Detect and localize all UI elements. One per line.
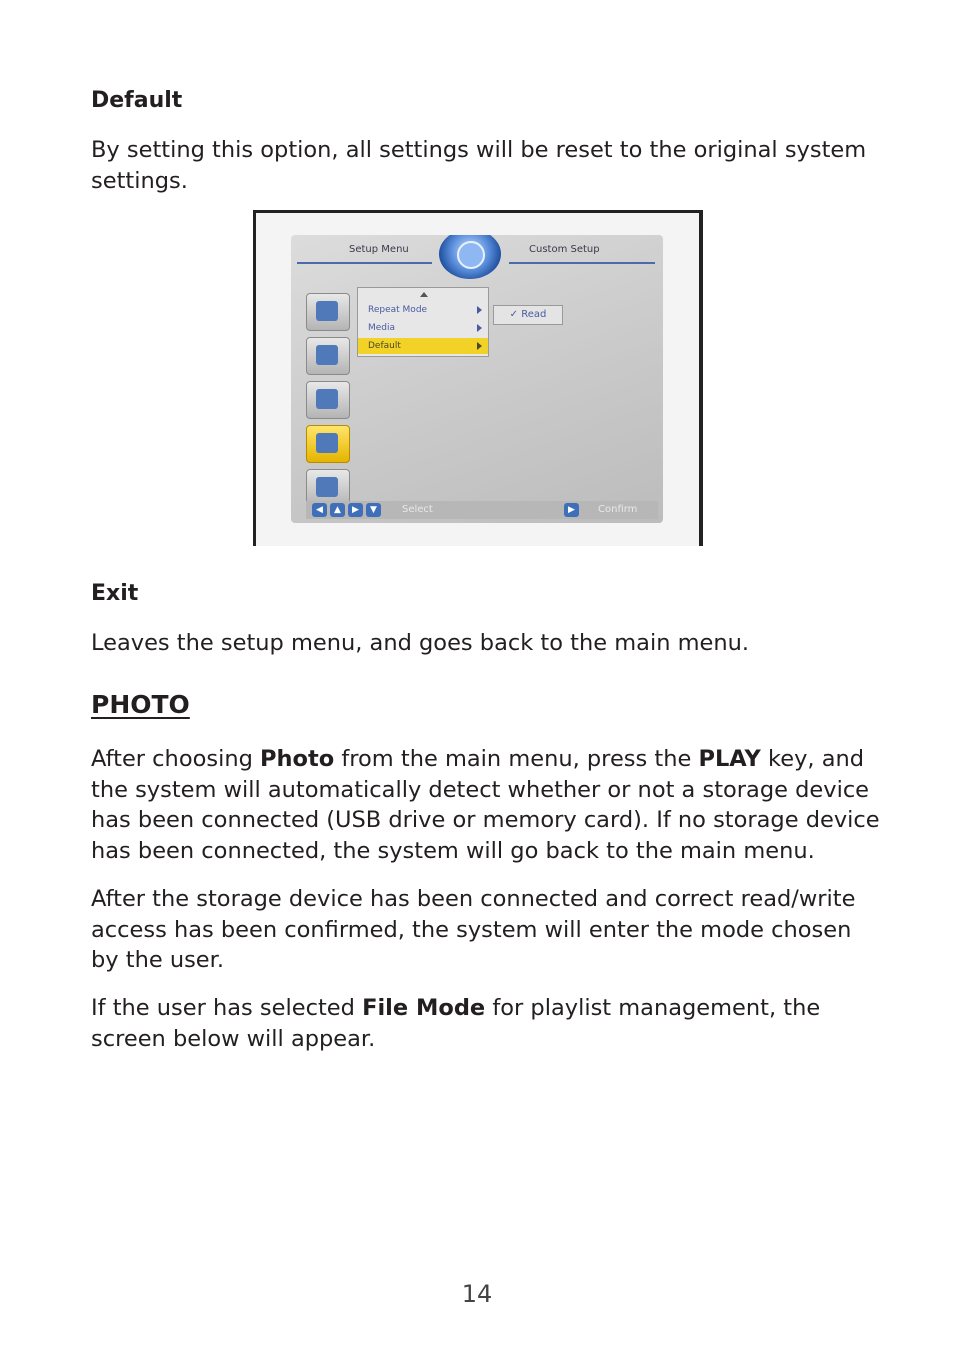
photo-keyword: Photo <box>260 746 335 772</box>
chevron-right-icon <box>477 342 482 350</box>
read-button[interactable]: ✓ Read <box>493 305 563 325</box>
gear-center <box>457 241 485 269</box>
setup-icon <box>306 293 350 331</box>
photo-glyph <box>316 433 338 453</box>
figure-border <box>253 210 703 213</box>
photo-icon <box>306 425 350 463</box>
tab-underline <box>297 262 432 264</box>
confirm-hint: Confirm <box>598 504 638 515</box>
display-icon <box>306 381 350 419</box>
bottom-help-bar <box>306 501 658 519</box>
file-mode-keyword: File Mode <box>362 995 486 1021</box>
photo-paragraph-2: After the storage device has been connected and correct read/write access has been confirmed, the system will enter the mode chosen by the user. <box>91 886 856 973</box>
default-description: By setting this option, all settings will be reset to the original system settings. <box>91 137 867 194</box>
photo-paragraph-3 <box>91 993 881 1054</box>
right-arrow-icon: ▶ <box>348 503 363 517</box>
text-run: If the user has selected <box>91 995 363 1021</box>
menu-item-default[interactable] <box>358 338 488 354</box>
menu-item-media[interactable] <box>358 320 488 336</box>
tab-custom-setup: Custom Setup <box>529 244 600 255</box>
up-arrow-icon: ▲ <box>330 503 345 517</box>
display-glyph <box>316 389 338 409</box>
exit-description: Leaves the setup menu, and goes back to the main menu. <box>91 630 750 656</box>
figure-border <box>699 210 703 546</box>
scroll-up-icon <box>420 292 428 297</box>
exit-glyph <box>316 477 338 497</box>
photo-section-title: PHOTO <box>91 690 190 719</box>
text-run: After choosing <box>91 746 261 772</box>
chevron-right-icon <box>477 324 482 332</box>
page-number: 14 <box>461 1280 493 1308</box>
tv-glyph <box>316 345 338 365</box>
tv-screen <box>291 235 663 523</box>
menu-item-label: Media <box>368 323 396 333</box>
gear-icon <box>439 235 501 279</box>
setup-menu-screenshot <box>253 210 703 546</box>
select-hint: Select <box>402 504 433 515</box>
text-run: for playlist management, the screen below will appear. <box>91 995 821 1052</box>
photo-paragraph-1 <box>91 744 881 866</box>
menu-item-label: Repeat Mode <box>368 305 428 315</box>
tv-icon <box>306 337 350 375</box>
play-icon: ▶ <box>564 503 579 517</box>
setup-glyph <box>316 301 338 321</box>
default-heading: Default <box>91 88 183 113</box>
text-run: key, and the system will automatically detect whether or not a storage device has been connected (USB drive or memory card). If no storage device has been connected, the system will go back to the main menu. <box>91 746 880 864</box>
play-keyword: PLAY <box>698 746 761 772</box>
figure-border <box>253 210 256 546</box>
submenu-popup <box>357 287 489 357</box>
left-arrow-icon: ◀ <box>312 503 327 517</box>
tab-underline <box>509 262 655 264</box>
chevron-right-icon <box>477 306 482 314</box>
text-run: from the main menu, press the <box>334 746 699 772</box>
exit-heading: Exit <box>91 581 139 606</box>
menu-item-repeat-mode[interactable] <box>358 302 488 318</box>
tab-setup-menu: Setup Menu <box>349 244 409 255</box>
down-arrow-icon: ▼ <box>366 503 381 517</box>
menu-item-label: Default <box>368 341 401 351</box>
